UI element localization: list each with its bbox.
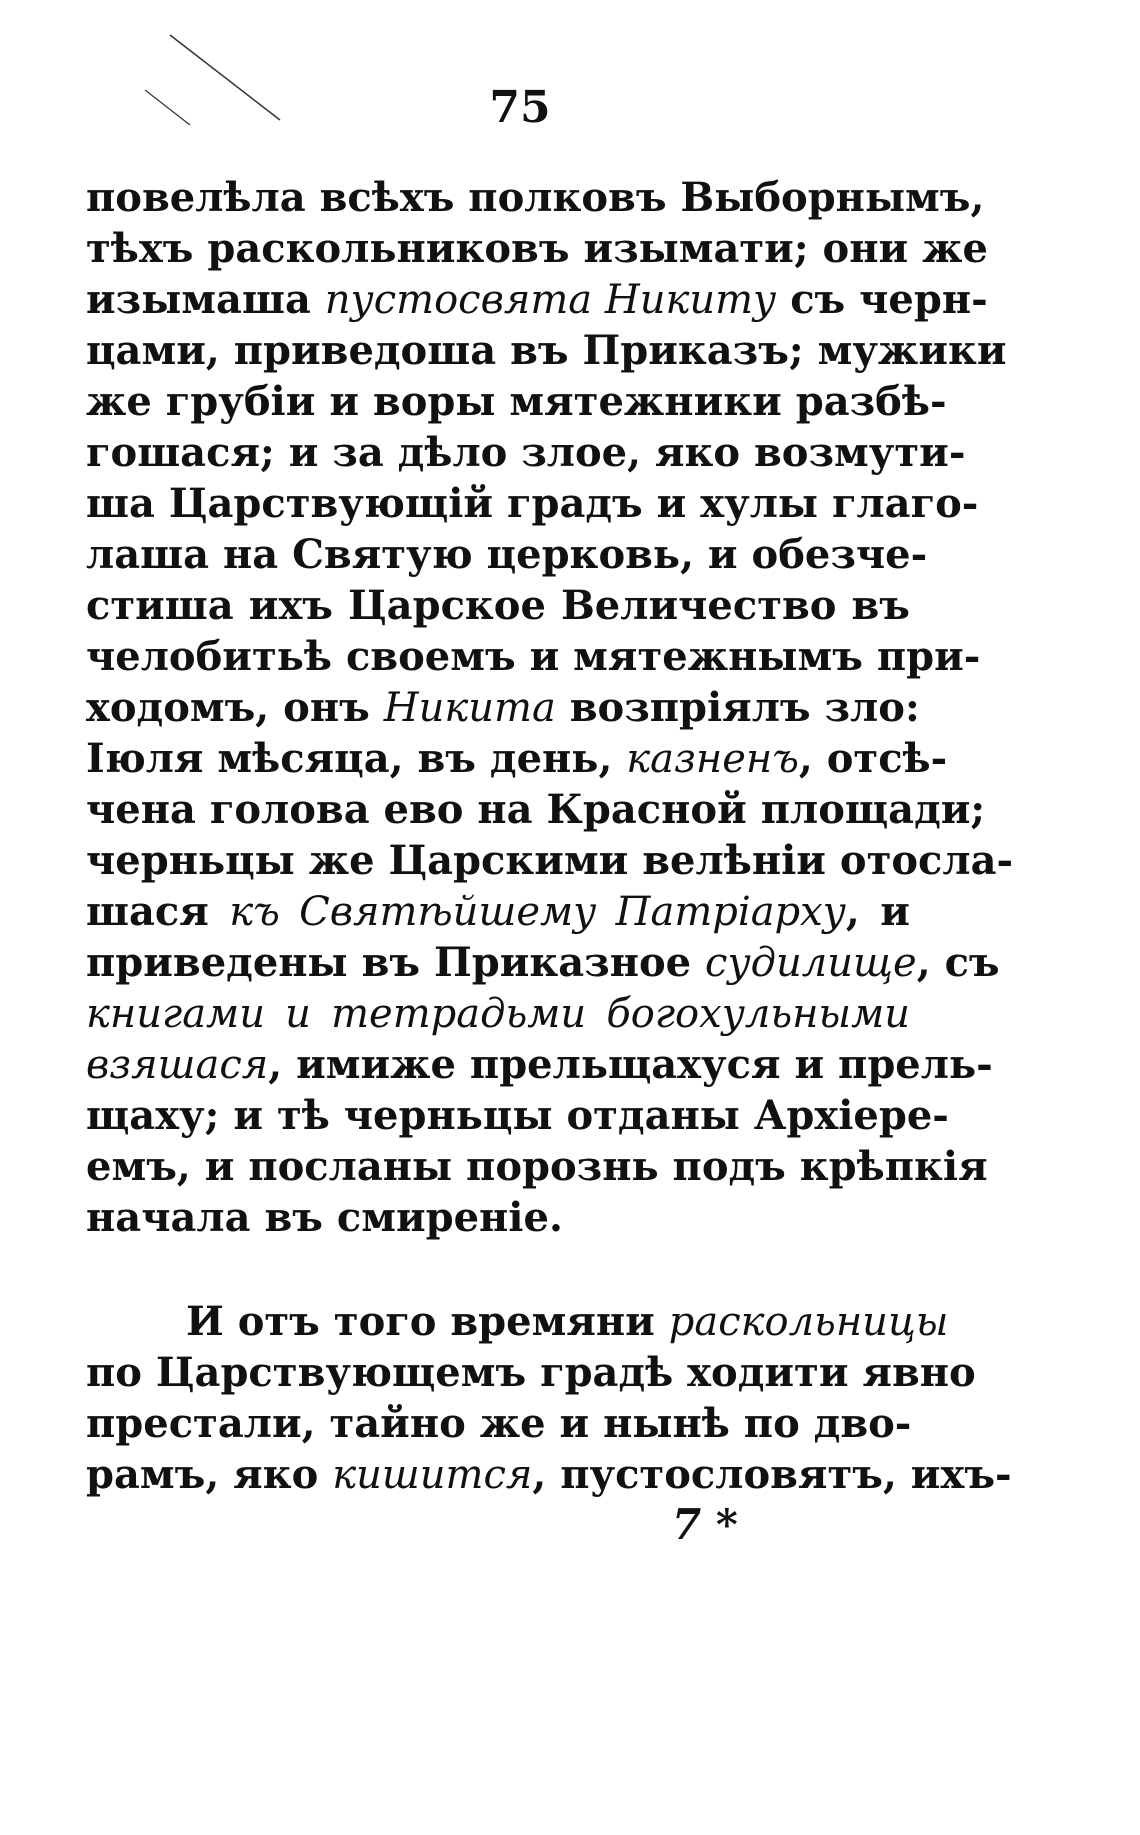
italic-segment: кишится (332, 1452, 533, 1498)
scratch-mark (140, 30, 290, 130)
text-line (86, 733, 948, 784)
paragraph-1 (86, 172, 1014, 1243)
text-line (86, 1039, 993, 1090)
text-line (86, 886, 910, 937)
text-segment: приведены въ Приказное (86, 939, 706, 986)
text-segment: ходомъ, онъ (86, 684, 384, 731)
text-line (86, 1090, 949, 1141)
italic-segment: судилище (705, 940, 917, 986)
text-segment: тѣхъ раскольниковъ изымати; они же (86, 225, 988, 272)
text-segment: челобитьѣ своемъ и мятежнымъ при- (86, 633, 981, 680)
text-line (86, 631, 981, 682)
text-segment: , отсѣ- (798, 735, 948, 782)
text-line (86, 427, 966, 478)
text-segment: Іюля мѣсяца, въ день, (86, 735, 627, 782)
text-segment: возпріялъ зло: (555, 684, 920, 731)
text-segment: , съ (916, 939, 1000, 986)
text-line (86, 784, 986, 835)
text-line (86, 988, 910, 1039)
text-line (86, 376, 947, 427)
italic-segment: книгами и тетрадьми богохульными (86, 991, 910, 1037)
italic-segment: казненъ (626, 736, 799, 782)
text-segment: , пустословятъ, ихъ- (532, 1451, 1012, 1498)
text-segment: изымаша (86, 276, 325, 323)
text-segment: , имиже прельщахуся и прель- (268, 1041, 993, 1088)
text-segment: съ черн- (776, 276, 988, 323)
text-line (86, 223, 988, 274)
italic-segment: пустосвята Никиту (324, 277, 777, 323)
text-segment: шася (86, 888, 230, 935)
paragraph-2 (86, 1296, 1012, 1500)
text-line (86, 529, 928, 580)
page-number: 75 (489, 82, 551, 133)
text-line (86, 274, 988, 325)
text-segment: повелѣла всѣхъ полковъ Выборнымъ, (86, 174, 985, 221)
text-segment: стиша ихъ Царское Величество въ (86, 582, 910, 629)
signature-mark: 7 * (672, 1500, 738, 1549)
text-line (86, 682, 920, 733)
text-line (86, 1296, 949, 1347)
text-segment: , и (845, 888, 910, 935)
italic-segment: взяшася (86, 1042, 269, 1088)
text-line (86, 1141, 988, 1192)
text-segment: престали, тайно же и нынѣ по дво- (86, 1400, 912, 1447)
text-segment: по Царствующемъ градѣ ходити явно (86, 1349, 976, 1396)
italic-segment: раскольницы (668, 1299, 949, 1345)
text-segment: щаху; и тѣ черньцы отданы Архіере- (86, 1092, 949, 1139)
text-line (86, 325, 1007, 376)
text-line (86, 478, 979, 529)
text-segment: начала въ смиреніе. (86, 1194, 563, 1241)
text-segment: черньцы же Царскими велѣніи отосла- (86, 837, 1014, 884)
italic-segment: Никита (383, 685, 556, 731)
text-segment: гошася; и за дѣло злое, яко возмути- (86, 429, 966, 476)
text-segment: И отъ того времяни (186, 1298, 669, 1345)
text-line (86, 1398, 910, 1449)
text-line (86, 937, 1000, 988)
text-segment: же грубіи и воры мятежники разбѣ- (86, 378, 947, 425)
text-segment: емъ, и посланы порознь подъ крѣпкія (86, 1143, 988, 1190)
text-line (86, 580, 910, 631)
text-segment: лаша на Святую церковь, и обезче- (86, 531, 928, 578)
text-segment: цами, приведоша въ Приказъ; мужики (86, 327, 1007, 374)
text-segment: ша Царствующій градъ и хулы глаго- (86, 480, 979, 527)
text-segment: чена голова ево на Красной площади; (86, 786, 986, 833)
text-line (86, 172, 985, 223)
italic-segment: къ Святѣйшему Патріарху (229, 889, 846, 935)
text-line (86, 1449, 1012, 1500)
text-line (86, 1347, 976, 1398)
text-segment: рамъ, яко (86, 1451, 333, 1498)
text-line (86, 835, 1014, 886)
text-line (86, 1192, 910, 1243)
